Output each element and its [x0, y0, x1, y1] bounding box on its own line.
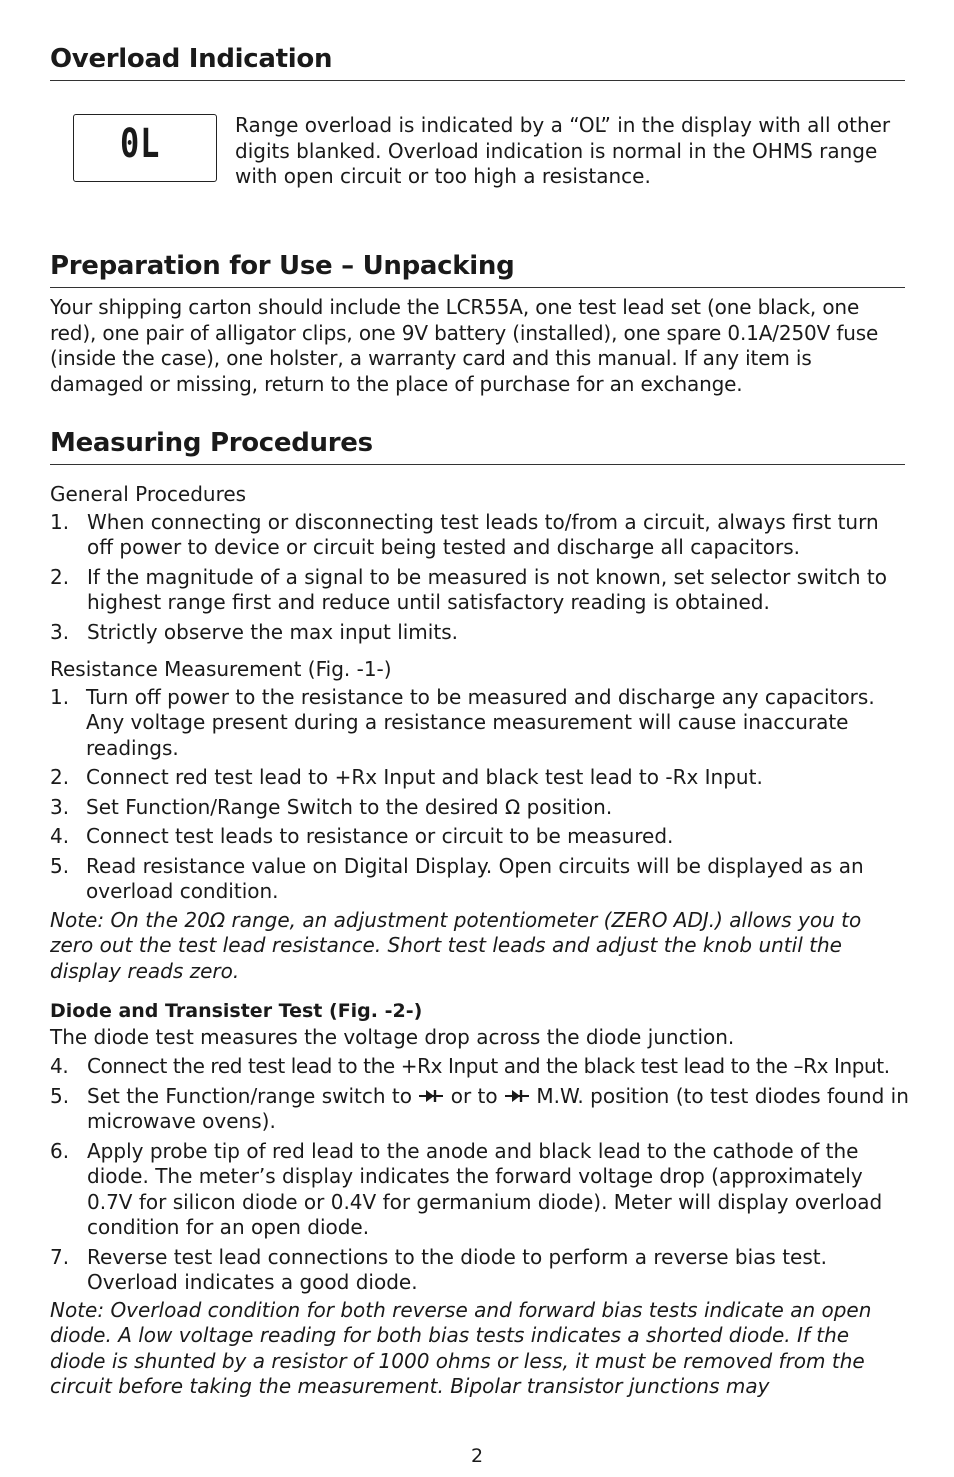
list-item: 3. Set Function/Range Switch to the desired Ω position.	[50, 794, 613, 819]
general-procedures-list	[50, 510, 910, 646]
resistance-measurement	[50, 657, 910, 984]
resistance-steps-list	[50, 685, 910, 905]
list-item: 3. Strictly observe the max input limits.	[50, 619, 458, 644]
diode-icon	[504, 1088, 530, 1104]
list-item: 6. Apply probe tip of red lead to the anode and black lead to the cathode of the diode. The meter’s display indicates the forward voltage drop (approximately 0.7V for silicon diode or 0.4V for germanium diode). Meter will display overload condition for an open diode.	[50, 1138, 883, 1239]
page-number: 2	[470, 1445, 484, 1467]
list-item: 7. Reverse test lead connections to the diode to perform a reverse bias test. Overload indicates a good diode.	[50, 1244, 827, 1294]
lcd-display-illustration	[73, 114, 217, 182]
lcd-ol-digits: 0L	[120, 121, 161, 167]
preparation-text: Your shipping carton should include the LCR55A, one test lead set (one black, one red), one pair of alligator clips, one 9V battery (installed), one spare 0.1A/250V fuse (inside the case), one holster, a warranty card and this manual. If any item is damaged or missing, return to the place of purchase for an exchange.	[50, 295, 879, 396]
list-item: 5. Set the Function/range switch to or to M.W. position (to test diodes found in microwave ovens).	[50, 1083, 909, 1133]
general-procedures	[50, 482, 910, 649]
list-item: 4. Connect test leads to resistance or circuit to be measured.	[50, 824, 674, 848]
diode-steps-list	[50, 1054, 910, 1296]
diode-icon	[418, 1088, 444, 1104]
general-procedures-title: General Procedures	[50, 482, 247, 506]
diode-title: Diode and Transister Test (Fig. -2-)	[50, 1000, 423, 1022]
overload-heading: Overload Indication	[50, 44, 905, 81]
diode-intro: The diode test measures the voltage drop across the diode junction.	[50, 1024, 735, 1049]
resistance-title: Resistance Measurement (Fig. -1-)	[50, 657, 392, 681]
list-item: 1. When connecting or disconnecting test leads to/from a circuit, always first turn off power to device or circuit being tested and discharge all capacitors.	[50, 509, 879, 559]
resistance-note: Note: On the 20Ω range, an adjustment potentiometer (ZERO ADJ.) allows you to zero out the test lead resistance. Short test leads and adjust the knob until the display reads zero.	[50, 907, 862, 983]
measuring-heading: Measuring Procedures	[50, 428, 905, 465]
list-item: 2. If the magnitude of a signal to be measured is not known, set selector switch to highest range first and reduce until satisfactory reading is obtained.	[50, 564, 887, 614]
list-item: 2. Connect red test lead to +Rx Input and black test lead to -Rx Input.	[50, 765, 763, 789]
diode-note: Note: Overload condition for both reverse and forward bias tests indicate an open diode. A low voltage reading for both bias tests indicates a shorted diode. If the diode is shunted by a resistor of 1000 ohms or less, it must be removed from the circuit before taking the measurement. Bipolar transistor junctions may	[50, 1297, 872, 1398]
list-item: 1. Turn off power to the resistance to be measured and discharge any capacitors. Any voltage present during a resistance measurement will cause inaccurate readings.	[50, 684, 875, 760]
overload-description: Range overload is indicated by a “OL” in the display with all other digits blanked. Overload indication is normal in the OHMS range with open circuit or too high a resistance.	[235, 113, 891, 188]
diode-test	[50, 999, 910, 1400]
preparation-heading: Preparation for Use – Unpacking	[50, 251, 905, 288]
list-item: 5. Read resistance value on Digital Display. Open circuits will be displayed as an overload condition.	[50, 853, 864, 903]
list-item: 4. Connect the red test lead to the +Rx Input and the black test lead to the –Rx Input.	[50, 1054, 890, 1078]
